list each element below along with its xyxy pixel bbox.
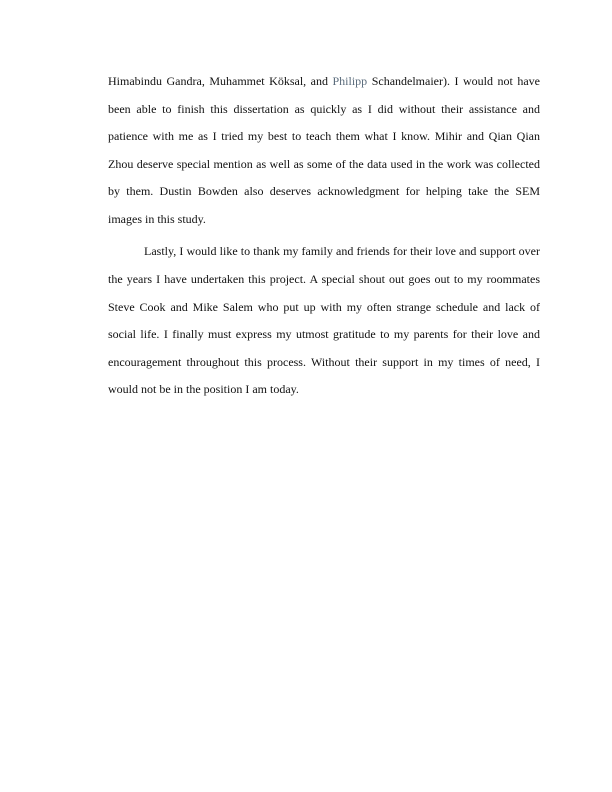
paragraph-1-line-2: been able to finish this dissertation as quickly as I did without their assistance and — [108, 101, 540, 116]
line-1-start: Himabindu Gandra, Muhammet Köksal, and — [108, 74, 333, 88]
paragraph-2-line-1: Lastly, I would like to thank my family and friends for their love and support over — [144, 244, 540, 259]
paragraph-2-line-4: social life. I finally must express my utmost gratitude to my parents for their love and — [108, 327, 540, 342]
paragraph-2-line-6: would not be in the position I am today. — [108, 382, 299, 397]
paragraph-1-line-1 — [108, 70, 540, 98]
paragraph-1-line-6: images in this study. — [108, 211, 206, 226]
paragraph-1 — [108, 70, 540, 236]
paragraph-2-line-5: encouragement throughout this process. Without their support in my times of need, I — [108, 354, 540, 369]
paragraph-1-line-5: by them. Dustin Bowden also deserves acknowledgment for helping take the SEM — [108, 184, 540, 199]
line-1-end: Schandelmaier). I would not have — [367, 74, 541, 88]
paragraph-1-line-4: Zhou deserve special mention as well as some of the data used in the work was collected — [108, 156, 540, 171]
paragraph-2-line-2: the years I have undertaken this project. A special shout out goes out to my roommates — [108, 271, 540, 286]
paragraph-2-line-3: Steve Cook and Mike Salem who put up with my often strange schedule and lack of — [108, 299, 540, 314]
acknowledgments-text — [108, 70, 540, 406]
paragraph-1-line-3: patience with me as I tried my best to teach them what I know. Mihir and Qian Qian — [108, 129, 540, 144]
highlighted-name: Philipp — [332, 74, 368, 88]
paragraph-2 — [108, 240, 540, 406]
